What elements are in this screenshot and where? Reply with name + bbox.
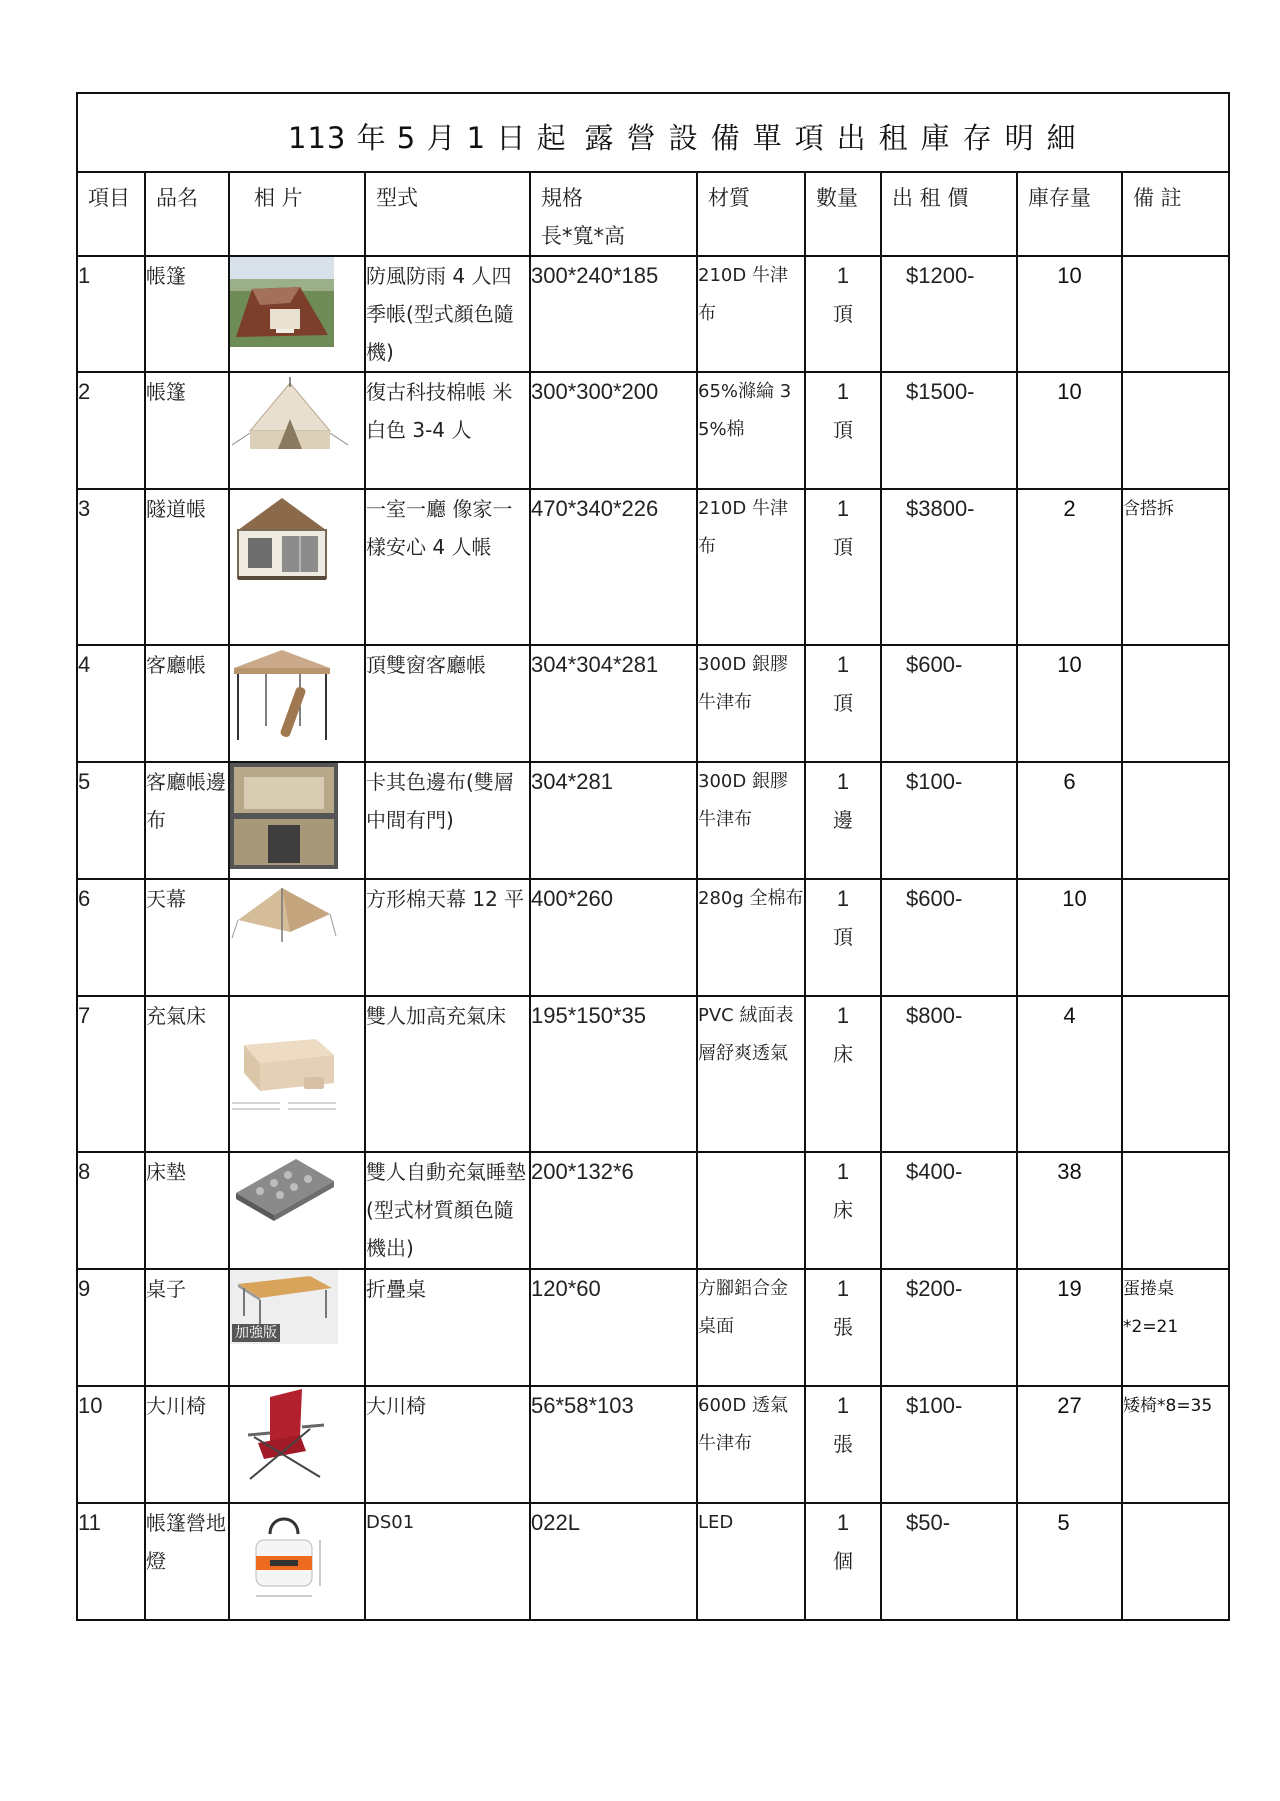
row-price: $100- — [881, 1386, 1017, 1503]
row-price: $3800- — [881, 489, 1017, 645]
table-row — [77, 879, 1229, 996]
row-no: 8 — [77, 1152, 145, 1269]
row-qty: 1 邊 — [805, 762, 881, 879]
header-model: 型式 — [365, 172, 530, 256]
row-note — [1122, 1152, 1229, 1269]
brown-tent-photo-icon — [230, 257, 334, 347]
row-model: 折疊桌 — [365, 1269, 530, 1386]
row-stock: 2 — [1017, 489, 1122, 645]
row-note — [1122, 372, 1229, 489]
rental-inventory-table — [76, 92, 1230, 1621]
row-model: 卡其色邊布(雙層中間有門) — [365, 762, 530, 879]
row-note: 蛋捲桌*2=21 — [1122, 1269, 1229, 1386]
row-name: 帳篷營地燈 — [145, 1503, 229, 1620]
row-model: 大川椅 — [365, 1386, 530, 1503]
photo-cell — [229, 1503, 365, 1620]
row-price: $50- — [881, 1503, 1017, 1620]
row-qty: 1 頂 — [805, 879, 881, 996]
row-model: 一室一廳 像家一樣安心 4 人帳 — [365, 489, 530, 645]
row-name: 床墊 — [145, 1152, 229, 1269]
row-name: 桌子 — [145, 1269, 229, 1386]
row-no: 2 — [77, 372, 145, 489]
row-no: 9 — [77, 1269, 145, 1386]
photo-cell — [229, 645, 365, 762]
row-spec: 300*300*200 — [530, 372, 697, 489]
header-price: 出 租 價 — [881, 172, 1017, 256]
row-price: $400- — [881, 1152, 1017, 1269]
row-note — [1122, 762, 1229, 879]
row-spec: 195*150*35 — [530, 996, 697, 1152]
row-note — [1122, 256, 1229, 372]
row-spec: 304*304*281 — [530, 645, 697, 762]
table-row — [77, 996, 1229, 1152]
row-name: 帳篷 — [145, 256, 229, 372]
row-name: 天幕 — [145, 879, 229, 996]
row-note — [1122, 879, 1229, 996]
row-stock: 10 — [1017, 372, 1122, 489]
tarp-photo-icon — [230, 880, 338, 950]
row-spec: 200*132*6 — [530, 1152, 697, 1269]
row-spec: 022L — [530, 1503, 697, 1620]
table-row — [77, 1152, 1229, 1269]
header-photo: 相 片 — [229, 172, 365, 256]
row-qty: 1 頂 — [805, 256, 881, 372]
canopy-tent-photo-icon — [230, 646, 334, 744]
title-row — [77, 93, 1229, 172]
row-no: 5 — [77, 762, 145, 879]
row-material: 300D 銀膠牛津布 — [697, 645, 805, 762]
page-title — [78, 94, 1228, 157]
row-price: $200- — [881, 1269, 1017, 1386]
row-spec: 120*60 — [530, 1269, 697, 1386]
row-name: 客廳帳邊布 — [145, 762, 229, 879]
photo-badge: 加強版 — [232, 1324, 280, 1342]
row-stock: 38 — [1017, 1152, 1122, 1269]
header-row — [77, 172, 1229, 256]
camp-lantern-photo-icon — [230, 1504, 334, 1604]
row-model: 雙人自動充氣睡墊(型式材質顏色隨機出) — [365, 1152, 530, 1269]
row-spec: 304*281 — [530, 762, 697, 879]
photo-cell — [229, 1152, 365, 1269]
canopy-sidewall-photo-icon — [230, 763, 338, 869]
photo-cell — [229, 372, 365, 489]
table-row — [77, 1386, 1229, 1503]
row-price: $600- — [881, 879, 1017, 996]
row-stock: 10 — [1017, 879, 1122, 996]
row-material — [697, 1152, 805, 1269]
row-note — [1122, 996, 1229, 1152]
row-price: $600- — [881, 645, 1017, 762]
title-main: 露營設備單項出租庫存明細 — [584, 121, 1089, 155]
row-no: 1 — [77, 256, 145, 372]
row-spec: 56*58*103 — [530, 1386, 697, 1503]
row-name: 充氣床 — [145, 996, 229, 1152]
row-material: 方腳鋁合金桌面 — [697, 1269, 805, 1386]
row-price: $100- — [881, 762, 1017, 879]
row-material: 280g 全棉布 — [697, 879, 805, 996]
row-name: 客廳帳 — [145, 645, 229, 762]
bell-tent-photo-icon — [230, 373, 350, 469]
row-qty: 1 張 — [805, 1386, 881, 1503]
table-row — [77, 489, 1229, 645]
row-material: 300D 銀膠牛津布 — [697, 762, 805, 879]
row-name: 隧道帳 — [145, 489, 229, 645]
row-price: $1500- — [881, 372, 1017, 489]
row-price: $1200- — [881, 256, 1017, 372]
row-spec: 470*340*226 — [530, 489, 697, 645]
air-bed-photo-icon — [230, 1025, 340, 1115]
row-stock: 19 — [1017, 1269, 1122, 1386]
photo-cell — [229, 879, 365, 996]
row-no: 3 — [77, 489, 145, 645]
row-material: 210D 牛津布 — [697, 489, 805, 645]
row-model: 頂雙窗客廳帳 — [365, 645, 530, 762]
row-material: PVC 絨面表層舒爽透氣 — [697, 996, 805, 1152]
header-qty: 數量 — [805, 172, 881, 256]
row-name: 帳篷 — [145, 372, 229, 489]
row-stock: 6 — [1017, 762, 1122, 879]
row-no: 6 — [77, 879, 145, 996]
row-model: 方形棉天幕 12 平 — [365, 879, 530, 996]
photo-cell — [229, 1386, 365, 1503]
row-qty: 1 床 — [805, 1152, 881, 1269]
header-name: 品名 — [145, 172, 229, 256]
row-stock: 4 — [1017, 996, 1122, 1152]
row-stock: 10 — [1017, 256, 1122, 372]
row-stock: 27 — [1017, 1386, 1122, 1503]
row-note — [1122, 1503, 1229, 1620]
row-name: 大川椅 — [145, 1386, 229, 1503]
header-no: 項目 — [77, 172, 145, 256]
folding-table-photo-icon — [230, 1270, 338, 1344]
row-no: 7 — [77, 996, 145, 1152]
row-model: 復古科技棉帳 米白色 3-4 人 — [365, 372, 530, 489]
row-model: DS01 — [365, 1503, 530, 1620]
table-row — [77, 645, 1229, 762]
row-no: 10 — [77, 1386, 145, 1503]
row-model: 雙人加高充氣床 — [365, 996, 530, 1152]
cabin-tent-photo-icon — [230, 490, 334, 588]
table-row — [77, 762, 1229, 879]
photo-cell — [229, 489, 365, 645]
row-qty: 1 個 — [805, 1503, 881, 1620]
row-qty: 1 頂 — [805, 489, 881, 645]
photo-cell — [229, 256, 365, 372]
row-spec: 400*260 — [530, 879, 697, 996]
row-note: 含搭拆 — [1122, 489, 1229, 645]
row-material: LED — [697, 1503, 805, 1620]
row-stock: 10 — [1017, 645, 1122, 762]
header-note: 備 註 — [1122, 172, 1229, 256]
photo-cell — [229, 762, 365, 879]
photo-cell — [229, 1269, 365, 1386]
row-note: 矮椅*8=35 — [1122, 1386, 1229, 1503]
photo-cell — [229, 996, 365, 1152]
row-stock: 5 — [1017, 1503, 1122, 1620]
table-row — [77, 1269, 1229, 1386]
table-row — [77, 372, 1229, 489]
row-qty: 1 張 — [805, 1269, 881, 1386]
row-model: 防風防雨 4 人四季帳(型式顏色隨機) — [365, 256, 530, 372]
title-date: 113 年 5 月 1 日 起 — [288, 121, 567, 155]
row-price: $800- — [881, 996, 1017, 1152]
header-stock: 庫存量 — [1017, 172, 1122, 256]
header-spec: 規格 長*寬*高 — [530, 172, 697, 256]
sleeping-pad-photo-icon — [230, 1153, 340, 1229]
row-spec: 300*240*185 — [530, 256, 697, 372]
row-note — [1122, 645, 1229, 762]
header-material: 材質 — [697, 172, 805, 256]
row-no: 4 — [77, 645, 145, 762]
camp-chair-photo-icon — [230, 1387, 334, 1483]
row-material: 600D 透氣牛津布 — [697, 1386, 805, 1503]
table-row — [77, 1503, 1229, 1620]
row-qty: 1 頂 — [805, 372, 881, 489]
table-row — [77, 256, 1229, 372]
row-material: 65%滌綸 35%棉 — [697, 372, 805, 489]
row-material: 210D 牛津布 — [697, 256, 805, 372]
row-qty: 1 頂 — [805, 645, 881, 762]
row-no: 11 — [77, 1503, 145, 1620]
row-qty: 1 床 — [805, 996, 881, 1152]
